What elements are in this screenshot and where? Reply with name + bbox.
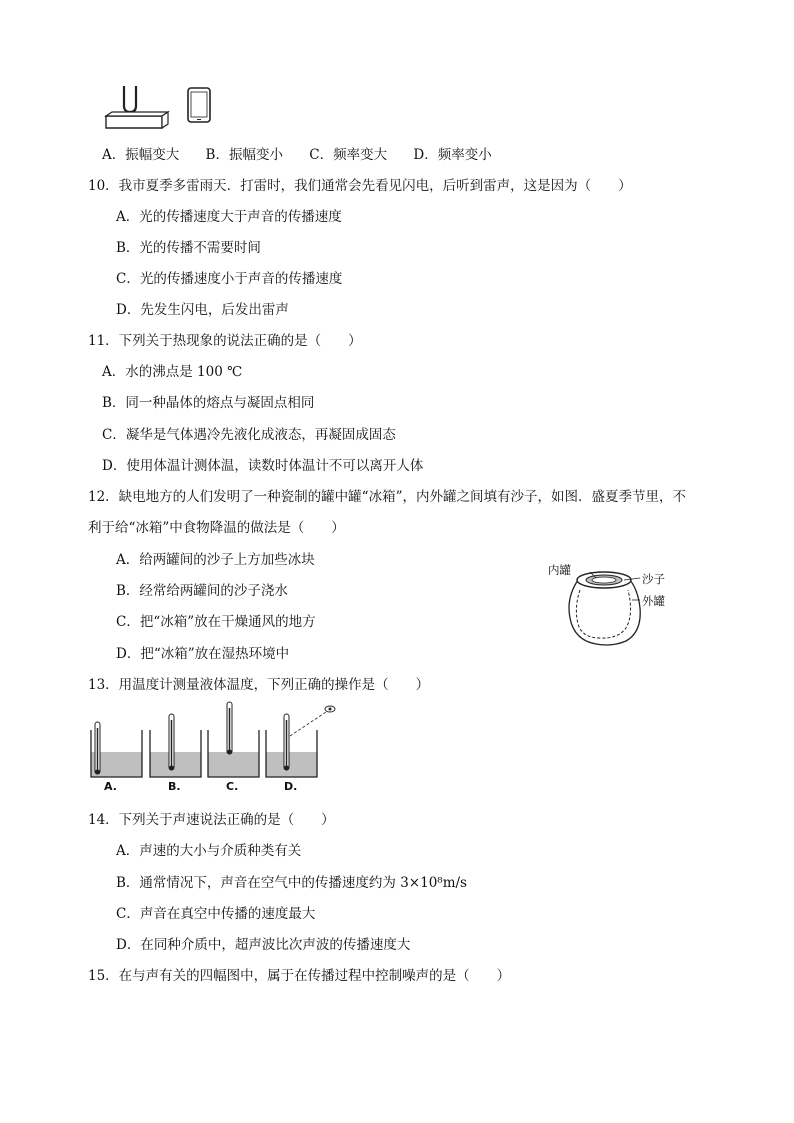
q11-option-d[interactable]: D．使用体温计测体温，读数时体温计不可以离开人体	[102, 458, 424, 474]
q14-option-b[interactable]: B．通常情况下，声音在空气中的传播速度约为 3×10⁸m/s	[116, 875, 467, 891]
beaker-label-b: B.	[168, 780, 181, 793]
q10-stem: 10．我市夏季多雷雨天．打雷时，我们通常会先看见闪电，后听到雷声，这是因为（ ）	[88, 178, 632, 194]
q12-stem-line2: 利于给“冰箱”中食物降温的做法是（ ）	[88, 520, 345, 536]
pot-label-outer: 外罐	[642, 594, 665, 608]
q9-option-b[interactable]: B．振幅变小	[205, 147, 283, 163]
q11-option-c[interactable]: C．凝华是气体遇冷先液化成液态，再凝固成固态	[102, 427, 396, 443]
q12-option-c[interactable]: C．把“冰箱”放在干燥通风的地方	[116, 614, 316, 630]
beaker-c	[208, 702, 259, 777]
q10-option-d[interactable]: D．先发生闪电，后发出雷声	[116, 302, 289, 318]
q10-option-c[interactable]: C．光的传播速度小于声音的传播速度	[116, 271, 343, 287]
beaker-d	[266, 706, 335, 777]
beaker-label-d: D.	[284, 780, 298, 793]
q11-stem: 11．下列关于热现象的说法正确的是（ ）	[88, 333, 362, 349]
pot-label-inner: 内罐	[548, 563, 571, 577]
q11-option-a[interactable]: A．水的沸点是 100 ℃	[102, 364, 243, 380]
q9-option-d[interactable]: D．频率变小	[413, 147, 492, 163]
q12-option-b[interactable]: B．经常给两罐间的沙子浇水	[116, 583, 288, 599]
q12-option-a[interactable]: A．给两罐间的沙子上方加些冰块	[116, 552, 315, 568]
q12-option-d[interactable]: D．把“冰箱”放在湿热环境中	[116, 646, 290, 662]
beaker-a	[91, 722, 142, 777]
q10-option-b[interactable]: B．光的传播不需要时间	[116, 240, 261, 256]
thermometer-beakers-figure	[88, 700, 348, 782]
q14-stem: 14．下列关于声速说法正确的是（ ）	[88, 812, 335, 828]
beaker-label-a: A.	[104, 780, 117, 793]
tuning-fork-figure	[100, 82, 220, 132]
q9-option-c[interactable]: C．频率变大	[309, 147, 388, 163]
q14-option-a[interactable]: A．声速的大小与介质种类有关	[116, 843, 302, 859]
q15-stem: 15．在与声有关的四幅图中，属于在传播过程中控制噪声的是（ ）	[88, 968, 511, 984]
q10-option-a[interactable]: A．光的传播速度大于声音的传播速度	[116, 209, 342, 225]
pot-label-sand: 沙子	[642, 572, 665, 586]
beaker-label-c: C.	[226, 780, 239, 793]
q11-option-b[interactable]: B．同一种晶体的熔点与凝固点相同	[102, 395, 315, 411]
q14-option-d[interactable]: D．在同种介质中，超声波比次声波的传播速度大	[116, 937, 411, 953]
q9-option-a[interactable]: A．振幅变大	[102, 147, 180, 163]
beaker-b	[150, 714, 201, 777]
q12-stem-line1: 12．缺电地方的人们发明了一种瓷制的罐中罐“冰箱”，内外罐之间填有沙子，如图．盛夏季节里，不	[88, 489, 686, 505]
q9-options	[102, 146, 514, 164]
q13-stem: 13．用温度计测量液体温度，下列正确的操作是（ ）	[88, 677, 430, 693]
q14-option-c[interactable]: C．声音在真空中传播的速度最大	[116, 906, 316, 922]
